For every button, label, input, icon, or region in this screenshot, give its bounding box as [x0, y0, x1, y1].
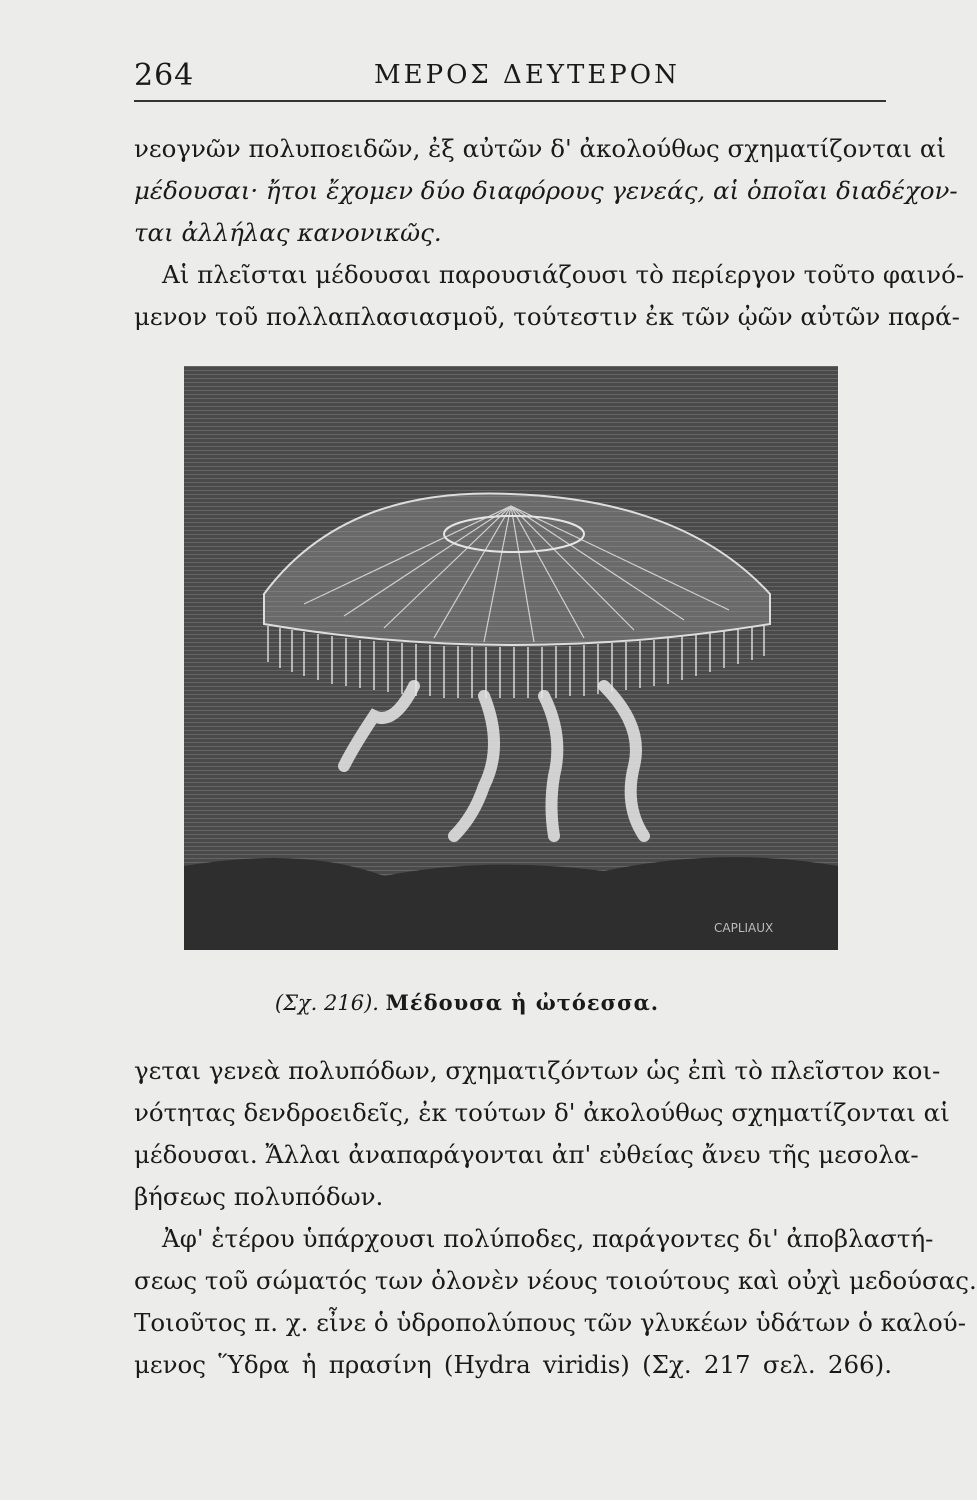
text-line: Τοιοῦτος π. χ. εἶνε ὁ ὑδροπολύπους τῶν γλυκέων ὑδάτων ὁ καλού-	[134, 1308, 966, 1337]
text-line: Ἀφ' ἑτέρου ὑπάρχουσι πολύποδες, παράγοντες δι' ἀποβλαστή-	[162, 1224, 934, 1253]
figure-caption	[0, 990, 934, 1015]
figure-title: Μέδουσα ἡ ὠτόεσσα.	[385, 990, 660, 1015]
text-line: νεογνῶν πολυποειδῶν, ἐξ αὐτῶν δ' ἀκολούθως σχηματίζονται αἱ	[134, 134, 946, 163]
figure-reference: (Σχ. 216).	[274, 991, 379, 1015]
running-title: ΜΕΡΟΣ ΔΕΥΤΕΡΟΝ	[374, 60, 680, 90]
text-line: νότητας δενδροειδεῖς, ἐκ τούτων δ' ἀκολούθως σχηματίζονται αἱ	[134, 1098, 950, 1127]
engraver-signature: CAPLIAUX	[714, 921, 774, 935]
header-rule	[134, 100, 886, 102]
text-line: Αἱ πλεῖσται μέδουσαι παρουσιάζουσι τὸ περίεργον τοῦτο φαινό-	[162, 260, 965, 289]
jellyfish-illustration	[184, 366, 838, 950]
text-line: σεως τοῦ σώματός των ὁλονὲν νέους τοιούτους καὶ οὐχὶ μεδούσας.	[134, 1266, 977, 1295]
page-number: 264	[134, 58, 195, 93]
text-line: μέδουσαι· ἤτοι ἔχομεν δύο διαφόρους γενεάς, αἱ ὁποῖαι διαδέχον-	[134, 176, 958, 205]
page-header	[134, 58, 888, 98]
text-line: γεται γενεὰ πολυπόδων, σχηματιζόντων ὡς ἐπὶ τὸ πλεῖστον κοι-	[134, 1056, 941, 1085]
text-block-top	[134, 128, 965, 338]
text-line: μέδουσαι. Ἄλλαι ἀναπαράγονται ἀπ' εὐθείας ἄνευ τῆς μεσολα-	[134, 1140, 919, 1169]
text-line: ται ἀλλήλας κανονικῶς.	[134, 218, 442, 247]
text-line: μενος Ὕδρα ἡ πρασίνη (Hydra viridis) (Σχ. 217 σελ. 266).	[134, 1350, 892, 1379]
text-block-bottom	[134, 1050, 977, 1386]
text-line: βήσεως πολυπόδων.	[134, 1182, 384, 1211]
text-line: μενον τοῦ πολλαπλασιασμοῦ, τούτεστιν ἐκ τῶν ᾠῶν αὐτῶν παρά-	[134, 302, 960, 331]
